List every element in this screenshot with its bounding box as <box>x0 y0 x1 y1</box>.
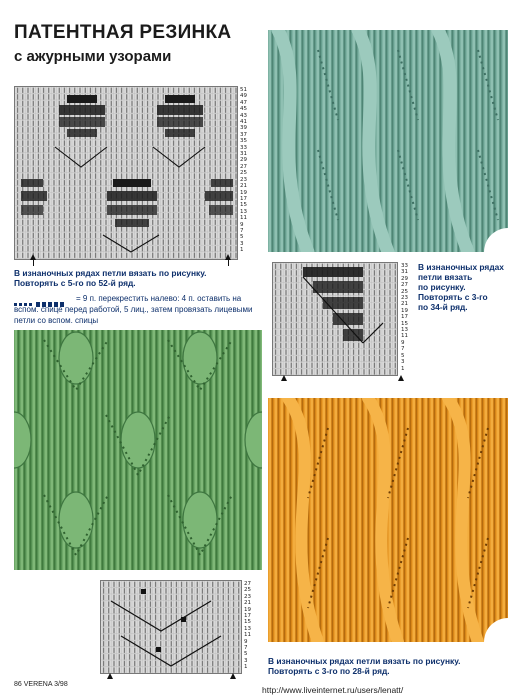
cable-symbol <box>14 295 74 302</box>
repeat-start-arrow <box>107 673 113 679</box>
repeat-end-arrow <box>230 673 236 679</box>
legend-line-1: = 9 п. перекрестить налево: 4 п. оставить на <box>76 294 242 303</box>
knitting-chart-2 <box>272 262 398 376</box>
chart-2-row-numbers: 33 31 29 27 25 23 21 19 17 15 13 11 9 7 5 3 1 <box>401 263 408 372</box>
orange-knit-photo <box>268 398 508 642</box>
teal-knit-photo <box>268 30 508 252</box>
chart-1-row-numbers: 51 49 47 45 43 41 39 37 35 33 31 29 27 25 23 21 19 17 15 13 11 9 7 5 3 1 <box>240 87 247 254</box>
knitting-chart-1 <box>14 86 238 260</box>
watermark-url: http://www.liveinternet.ru/users/lenatt/ <box>262 685 404 695</box>
chart-2-caption: В изнаночных рядах петли вязать по рисунку. Повторять с 3-го по 34-й ряд. <box>418 262 504 312</box>
legend-line-3: петли со вспом. спицы <box>14 316 99 325</box>
chart-3-row-numbers: 27 25 23 21 19 17 15 13 11 9 7 5 3 1 <box>244 581 251 671</box>
magazine-issue: VERENA 3/98 <box>23 681 68 688</box>
knitting-chart-3-grid <box>101 581 241 673</box>
repeat-start-arrow <box>30 254 36 260</box>
page-number: 86 <box>14 681 22 688</box>
repeat-end-arrow <box>398 375 404 381</box>
knitting-chart-3 <box>100 580 242 674</box>
legend-line-2: вспом. спице перед работой, 5 лиц., затем провязать лицевыми <box>14 305 253 314</box>
page-subtitle: с ажурными узорами <box>14 48 172 65</box>
page-title: ПАТЕНТНАЯ РЕЗИНКА <box>14 22 232 43</box>
repeat-start-arrow <box>281 375 287 381</box>
repeat-end-arrow <box>225 254 231 260</box>
chart-1-caption: В изнаночных рядах петли вязать по рисунку. Повторять с 5-го по 52-й ряд. <box>14 268 207 288</box>
knitting-chart-2-grid <box>273 263 397 375</box>
green-knit-photo <box>14 330 262 570</box>
bottom-caption: В изнаночных рядах петли вязать по рисунку. Повторять с 3-го по 28-й ряд. <box>268 656 461 676</box>
knitting-chart-1-grid <box>15 87 237 259</box>
page-footer <box>14 681 68 688</box>
